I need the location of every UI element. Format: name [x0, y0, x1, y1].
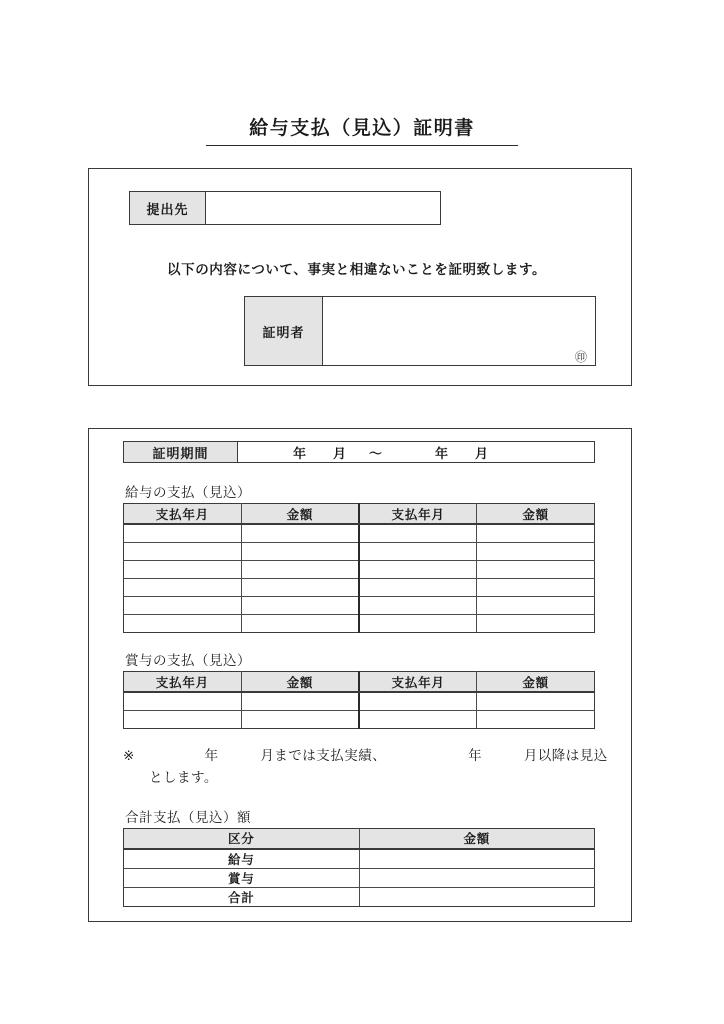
salary-cell-amount[interactable] — [477, 597, 595, 615]
footnote-text-2: 月以降は見込 — [523, 748, 608, 763]
salary-cell-amount[interactable] — [241, 524, 359, 543]
salary-cell-amount[interactable] — [477, 524, 595, 543]
salary-header-paydate-2: 支払年月 — [359, 504, 477, 525]
bonus-section-label: 賞与の支払（見込） — [125, 653, 251, 668]
certification-statement: 以下の内容について、事実と相違ないことを証明致します。 — [167, 262, 547, 277]
bonus-cell-paydate[interactable] — [124, 711, 242, 729]
salary-header-amount-2: 金額 — [477, 504, 595, 525]
certification-period-label: 証明期間 — [124, 442, 238, 462]
total-section-label: 合計支払（見込）額 — [125, 809, 251, 825]
salary-cell-paydate[interactable] — [124, 597, 242, 615]
salary-cell-paydate[interactable] — [359, 579, 477, 597]
salary-cell-paydate[interactable] — [124, 579, 242, 597]
salary-cell-amount[interactable] — [241, 561, 359, 579]
table-row — [124, 692, 595, 711]
certifier-label: 証明者 — [245, 297, 323, 365]
submit-to-input[interactable] — [206, 192, 440, 224]
submit-to-label: 提出先 — [130, 192, 206, 224]
page-title-block — [206, 118, 518, 146]
table-header-row — [124, 504, 595, 525]
salary-header-amount-1: 金額 — [241, 504, 359, 525]
salary-cell-amount[interactable] — [477, 543, 595, 561]
table-row — [124, 543, 595, 561]
total-cell-amount-bonus[interactable] — [359, 868, 595, 887]
salary-cell-paydate[interactable] — [124, 561, 242, 579]
total-header-category: 区分 — [124, 828, 360, 849]
bonus-header-paydate-2: 支払年月 — [359, 672, 477, 693]
bonus-cell-paydate[interactable] — [124, 692, 242, 711]
salary-cell-amount[interactable] — [241, 543, 359, 561]
period-month-1: 月 — [332, 445, 347, 461]
total-row-label-salary: 給与 — [124, 849, 360, 869]
footnote — [123, 745, 608, 790]
page-title: 給与支払（見込）証明書 — [249, 118, 475, 139]
salary-cell-amount[interactable] — [477, 579, 595, 597]
table-row — [124, 561, 595, 579]
certification-period-value[interactable] — [238, 442, 594, 462]
salary-cell-paydate[interactable] — [124, 524, 242, 543]
bonus-header-paydate-1: 支払年月 — [124, 672, 242, 693]
table-row — [124, 579, 595, 597]
salary-cell-amount[interactable] — [241, 597, 359, 615]
certifier-row — [244, 296, 596, 366]
bonus-cell-amount[interactable] — [477, 711, 595, 729]
salary-cell-paydate[interactable] — [359, 597, 477, 615]
period-tilde: ～ — [368, 445, 383, 461]
salary-cell-amount[interactable] — [241, 579, 359, 597]
total-cell-amount-sum[interactable] — [359, 887, 595, 906]
table-row — [124, 887, 595, 906]
footnote-line-2: とします。 — [149, 770, 218, 786]
certification-period-row — [123, 441, 595, 463]
salary-cell-paydate[interactable] — [124, 543, 242, 561]
bonus-header-amount-2: 金額 — [477, 672, 595, 693]
footnote-year-1: 年 — [204, 748, 219, 763]
upper-outer-box — [88, 168, 632, 386]
salary-header-paydate-1: 支払年月 — [124, 504, 242, 525]
total-cell-amount-salary[interactable] — [359, 849, 595, 869]
salary-cell-paydate[interactable] — [359, 561, 477, 579]
total-payment-table — [123, 828, 595, 907]
footnote-line-1 — [123, 745, 608, 767]
period-year-2: 年 — [435, 445, 450, 461]
table-row — [124, 849, 595, 869]
table-row — [124, 597, 595, 615]
table-row — [124, 868, 595, 887]
salary-cell-paydate[interactable] — [124, 615, 242, 633]
bonus-cell-amount[interactable] — [241, 711, 359, 729]
lower-inner-content — [123, 441, 608, 907]
table-header-row — [124, 828, 595, 849]
period-year-1: 年 — [292, 445, 307, 461]
salary-section-label: 給与の支払（見込） — [125, 485, 251, 500]
salary-cell-paydate[interactable] — [359, 524, 477, 543]
total-row-label-sum: 合計 — [124, 887, 360, 906]
salary-cell-amount[interactable] — [241, 615, 359, 633]
salary-cell-paydate[interactable] — [359, 615, 477, 633]
lower-outer-box — [88, 428, 632, 922]
period-month-2: 月 — [475, 445, 490, 461]
total-row-label-bonus: 賞与 — [124, 868, 360, 887]
footnote-mark: ※ — [123, 748, 135, 763]
bonus-cell-amount[interactable] — [477, 692, 595, 711]
bonus-header-amount-1: 金額 — [241, 672, 359, 693]
bonus-cell-amount[interactable] — [241, 692, 359, 711]
table-row — [124, 615, 595, 633]
footnote-text-1: 月までは支払実績、 — [260, 748, 387, 763]
salary-cell-paydate[interactable] — [359, 543, 477, 561]
certifier-input[interactable] — [323, 297, 595, 365]
table-row — [124, 711, 595, 729]
footnote-year-2: 年 — [468, 748, 483, 763]
seal-stamp-icon: ㊞ — [574, 350, 587, 364]
table-row — [124, 524, 595, 543]
salary-cell-amount[interactable] — [477, 615, 595, 633]
submit-to-row — [129, 191, 441, 225]
salary-cell-amount[interactable] — [477, 561, 595, 579]
bonus-cell-paydate[interactable] — [359, 711, 477, 729]
bonus-payment-table — [123, 671, 595, 729]
bonus-cell-paydate[interactable] — [359, 692, 477, 711]
table-header-row — [124, 672, 595, 693]
total-header-amount: 金額 — [359, 828, 595, 849]
salary-payment-table — [123, 503, 595, 633]
